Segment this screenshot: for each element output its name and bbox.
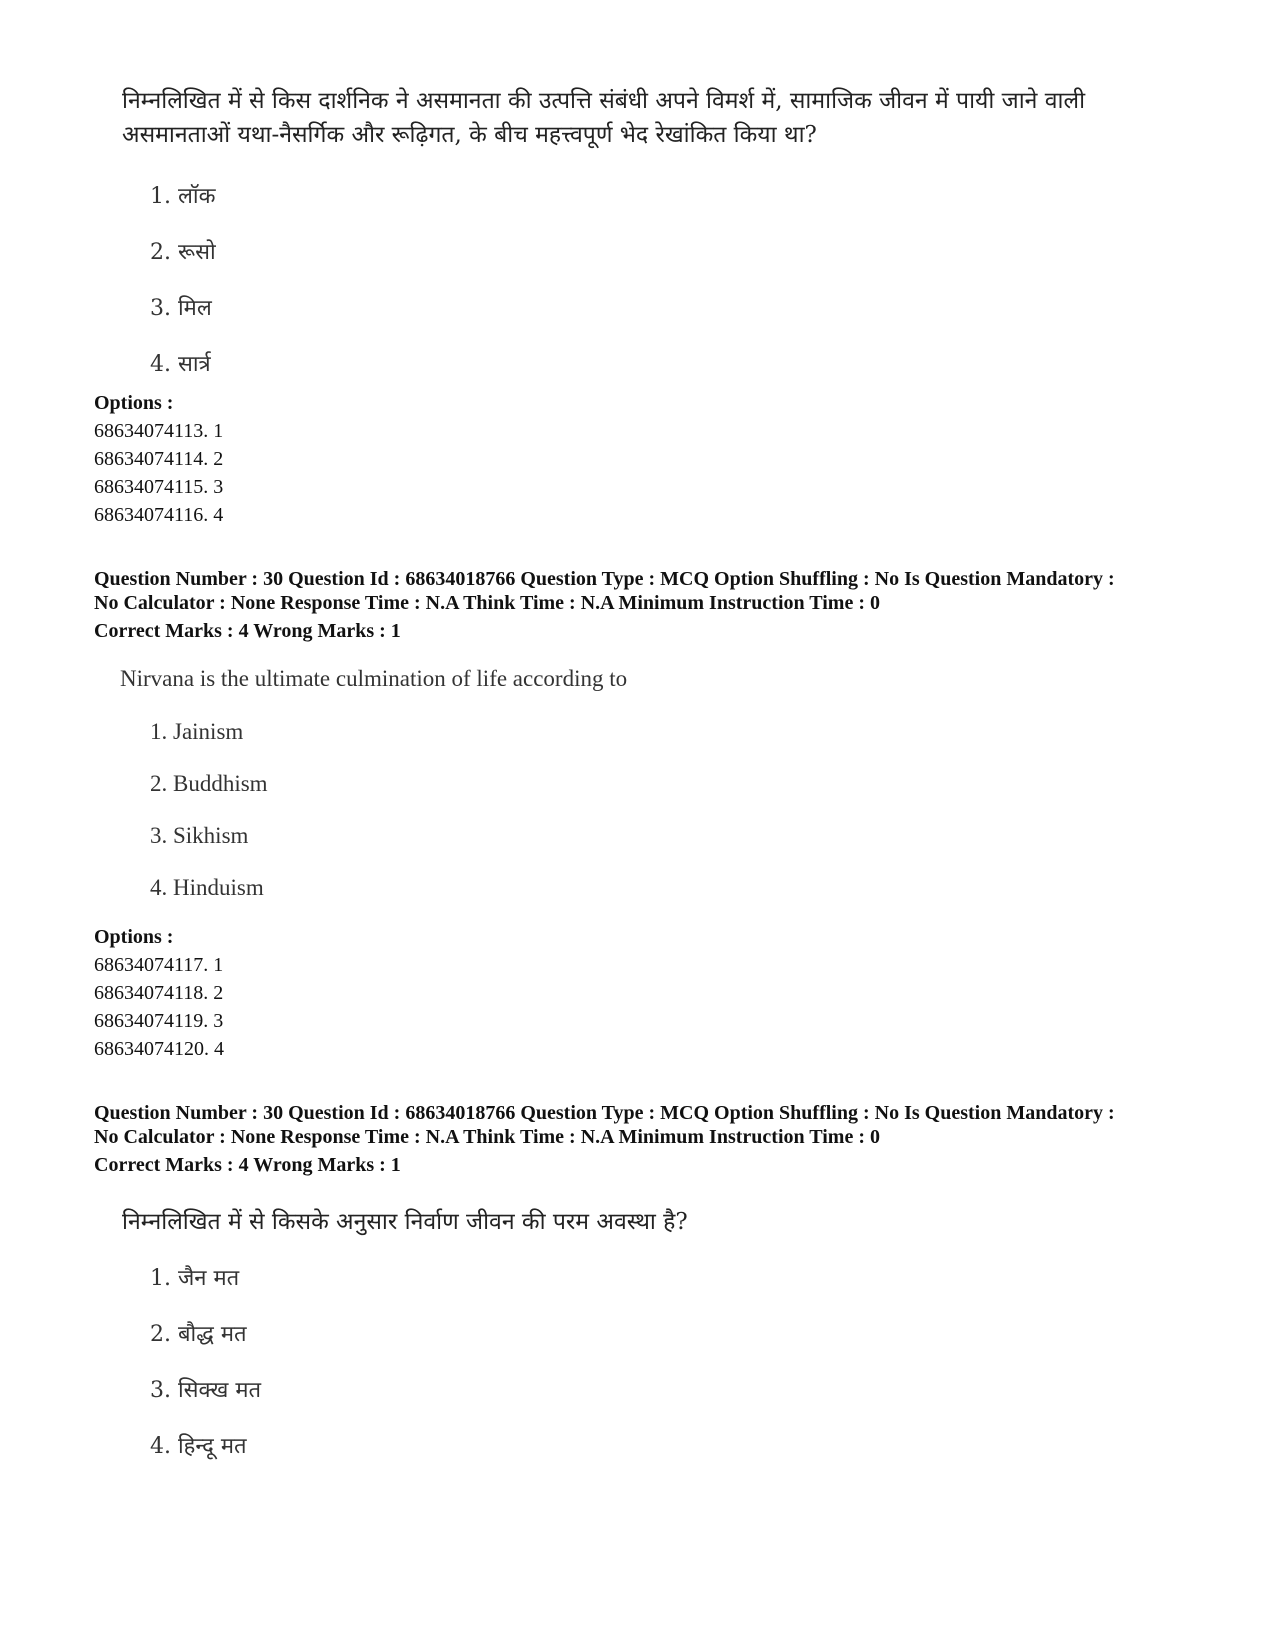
- question-meta-line: No Calculator : None Response Time : N.A Think Time : N.A Minimum Instruction Time : 0: [94, 592, 880, 614]
- marks-line: Correct Marks : 4 Wrong Marks : 1: [94, 1154, 401, 1176]
- answer-choice: 3. सिक्ख मत: [150, 1378, 262, 1403]
- option-id-line: 68634074115. 3: [94, 476, 224, 498]
- answer-choice: 2. बौद्ध मत: [150, 1322, 247, 1347]
- answer-choice: 3. Sikhism: [150, 823, 249, 848]
- option-id-line: 68634074118. 2: [94, 982, 224, 1004]
- option-id-line: 68634074113. 1: [94, 420, 224, 442]
- option-id-line: 68634074117. 1: [94, 954, 224, 976]
- question-meta-line: Question Number : 30 Question Id : 68634018766 Question Type : MCQ Option Shuffling : No Is Question Mandatory :: [94, 568, 1115, 590]
- answer-choice: 2. रूसो: [150, 240, 216, 265]
- option-id-line: 68634074119. 3: [94, 1010, 224, 1032]
- answer-choice: 1. जैन मत: [150, 1266, 240, 1291]
- options-heading: Options :: [94, 926, 174, 948]
- option-id-line: 68634074116. 4: [94, 504, 224, 526]
- marks-line: Correct Marks : 4 Wrong Marks : 1: [94, 620, 401, 642]
- question-text: निम्नलिखित में से किसके अनुसार निर्वाण जीवन की परम अवस्था है?: [122, 1209, 688, 1235]
- question-meta-line: Question Number : 30 Question Id : 68634018766 Question Type : MCQ Option Shuffling : No Is Question Mandatory :: [94, 1102, 1115, 1124]
- question-text-line: असमानताओं यथा-नैसर्गिक और रूढ़िगत, के बीच महत्त्वपूर्ण भेद रेखांकित किया था?: [122, 122, 817, 148]
- answer-choice: 3. मिल: [150, 296, 212, 321]
- option-id-line: 68634074120. 4: [94, 1038, 224, 1060]
- answer-choice: 1. Jainism: [150, 719, 244, 744]
- answer-choice: 4. सार्त्र: [150, 352, 211, 377]
- options-heading: Options :: [94, 392, 174, 414]
- answer-choice: 2. Buddhism: [150, 771, 268, 796]
- question-text: Nirvana is the ultimate culmination of life according to: [120, 666, 628, 691]
- answer-choice: 4. Hinduism: [150, 875, 264, 900]
- option-id-line: 68634074114. 2: [94, 448, 224, 470]
- answer-choice: 1. लॉक: [150, 184, 216, 209]
- question-text-line: निम्नलिखित में से किस दार्शनिक ने असमानता की उत्पत्ति संबंधी अपने विमर्श में, सामाजिक जीवन में पायी जाने वाली: [122, 88, 1086, 114]
- answer-choice: 4. हिन्दू मत: [150, 1434, 247, 1459]
- question-meta-line: No Calculator : None Response Time : N.A Think Time : N.A Minimum Instruction Time : 0: [94, 1126, 880, 1148]
